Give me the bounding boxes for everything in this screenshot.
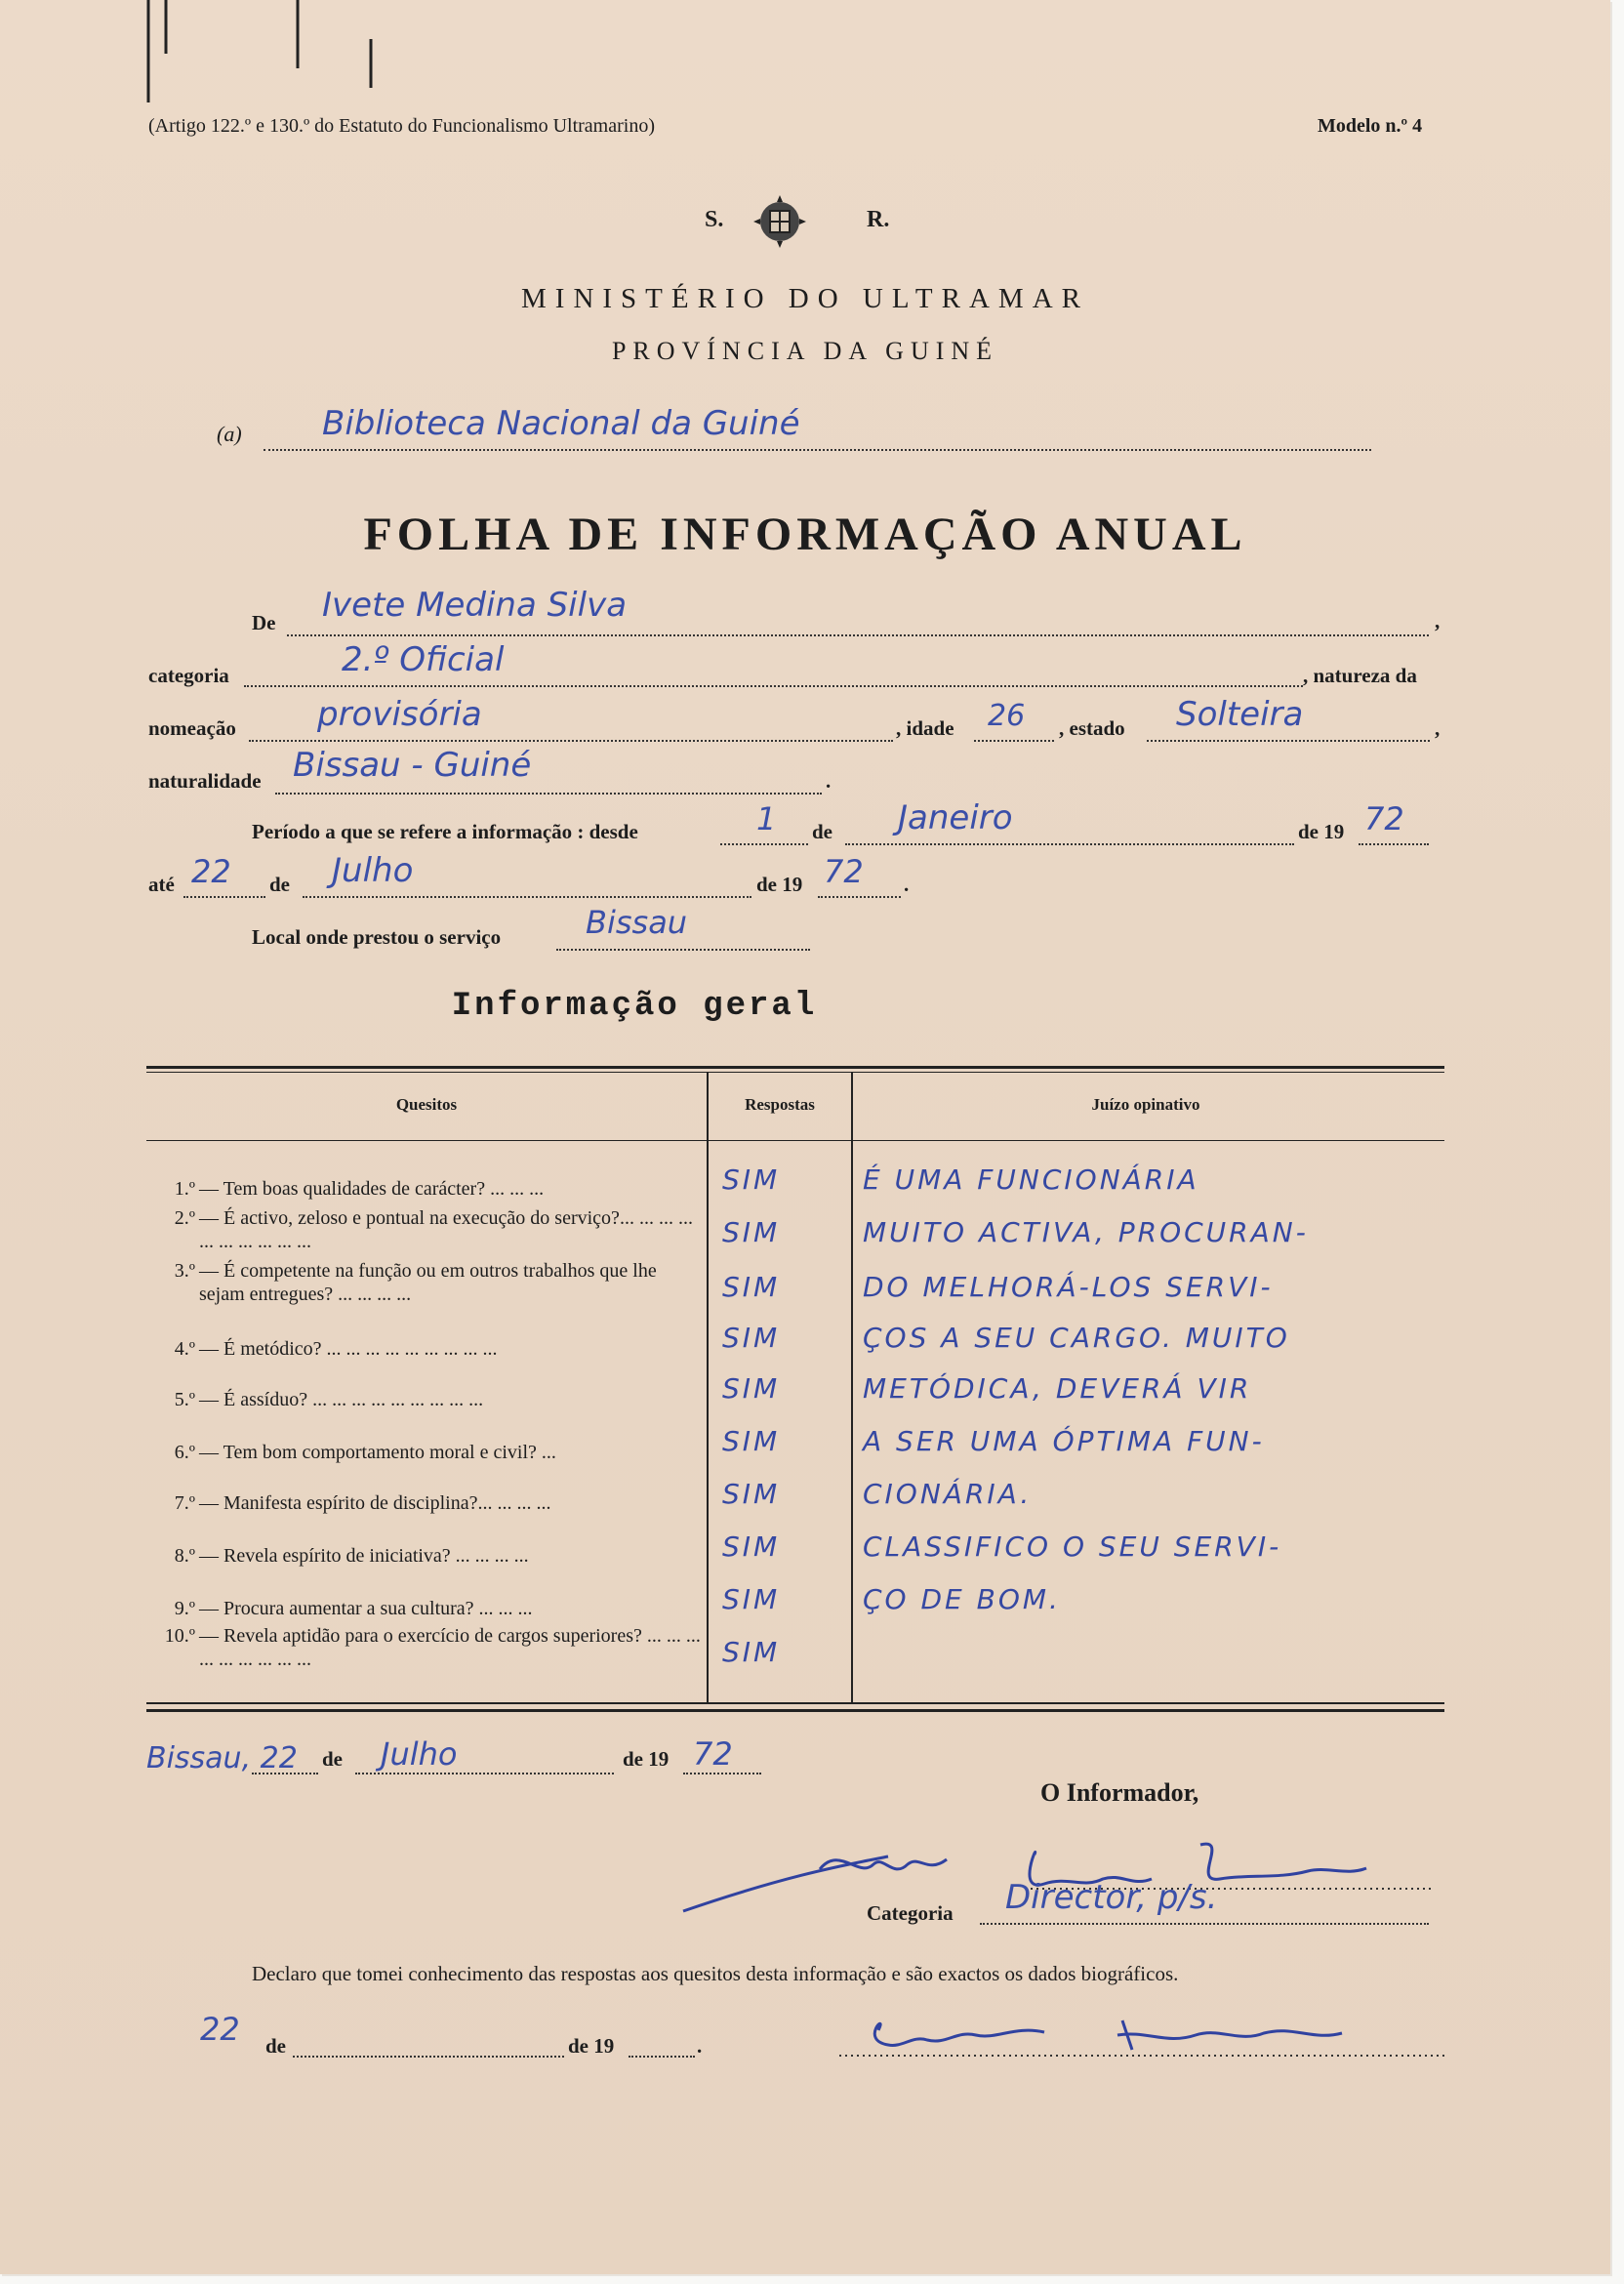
answer: SIM — [722, 1372, 781, 1405]
question-text: — Tem bom comportamento moral e civil? ... — [199, 1442, 556, 1463]
place-date-value: Bissau, 22 — [146, 1741, 298, 1775]
employee-name: Ivete Medina Silva — [322, 586, 628, 625]
naturalidade-label: naturalidade — [148, 769, 262, 793]
ink-marks — [137, 0, 390, 127]
header-respostas: Respostas — [745, 1095, 815, 1114]
section-title: Informação geral — [451, 988, 818, 1025]
estado-label: , estado — [1059, 716, 1125, 740]
idade-label: , idade — [896, 716, 954, 740]
legal-reference: (Artigo 122.º e 130.º do Estatuto do Funcionalismo Ultramarino) — [148, 115, 655, 137]
answer: SIM — [722, 1216, 781, 1248]
de-label: De — [252, 611, 276, 634]
opinion-line: MUITO ACTIVA, PROCURAN- — [863, 1216, 1309, 1248]
opinion-line: ÇO DE BOM. — [863, 1583, 1061, 1615]
month-value: Julho — [381, 1735, 458, 1773]
categoria-footer-value: Director, p/s. — [1005, 1878, 1218, 1917]
categoria-footer-label: Categoria — [867, 1901, 954, 1925]
question-num: 8.º — [174, 1545, 195, 1567]
declaration-day: 22 — [200, 2011, 240, 2048]
footer-de-1: de — [322, 1747, 343, 1771]
categoria-value: 2.º Oficial — [342, 640, 505, 679]
natureza-label: , natureza da — [1303, 664, 1417, 687]
idade-value: 26 — [988, 699, 1026, 733]
sr-right: R. — [867, 207, 890, 232]
period-label: Período a que se refere a informação : desde — [252, 820, 638, 843]
opinion-line: É UMA FUNCIONÁRIA — [863, 1163, 1199, 1196]
de-19-1: de 19 — [1298, 820, 1345, 843]
document-sheet: (Artigo 122.º e 130.º do Estatuto do Funcionalismo Ultramarino) Modelo n.º 4 S. R. MINISTÉRIO DO ULTRAMAR PROVÍNCIA DA GUINÉ (a) Biblioteca Nacional da Guiné FOLHA DE INFORMAÇÃO ANUAL De , Ivete Medina Silva categoria 2.º Oficial , natureza da nomeação provisória , idade 26 , estado Solteira , naturalidade Bissau - Guiné . Período a que se refere a informação : desde 1 de Janeiro de 19 72 até 22 de Julho de 19 72 . Local onde prestou o serviço Bissau Informação geral Quesitos Respostas Juízo opinativo 1.º — Tem boas qualidades de carácter? ... ... ... 2.º — É activo, zeloso e pontual na execução do serviço?... ... ... ... ... ... ... ... ... ... 3.º — É competente na função ou em outros trabalhos que lhe sejam entregues? ... ... ... ... 4.º — É metódico? ... ... ... ... ... ... ... ... ... 5.º — É assíduo? ... ... ... ... ... ... ... ... ... 6.º — Tem bom comportamento moral e civil? ... 7.º — Manifesta espírito de disciplina?... ... ... ... 8.º — Revela espírito de iniciativa? ... ... ... ... 9.º — Procura aumentar a sua cultura? ... ... ... 10.º — Revela aptidão para o exercício de cargos superiores? ... ... ... ... ... ... ... ... ... SIM SIM SIM SIM SIM SIM SIM SIM SIM SIM É UMA FUNCIONÁRIA MUITO ACTIVA, PROCURAN- DO MELHORÁ-LOS SERVI- ÇOS A SEU CARGO. MUITO METÓDICA, DEVERÁ VIR A SER UMA ÓPTIMA FUN- CIONÁRIA. CLASSIFICO O SEU SERVI- ÇO DE BOM. Bissau, 22 de Julho de 19 72 O Informador, Categoria Director, p/s. Declaro que tomei conhecimento das respostas aos quesitos desta informação e são exactos os dados biográficos. 22 de de 19 . — [0, 0, 1610, 2274]
naturalidade-value: Bissau - Guiné — [293, 746, 532, 785]
question-text: — É assíduo? ... ... ... ... ... ... ... ... ... — [199, 1389, 484, 1410]
question-num: 1.º — [174, 1178, 195, 1200]
de-1: de — [812, 820, 832, 843]
question-num: 10.º — [164, 1625, 195, 1647]
question-num: 3.º — [174, 1260, 195, 1282]
date-day-line — [252, 1763, 318, 1774]
ate-day: 22 — [191, 853, 231, 890]
answer: SIM — [722, 1530, 781, 1563]
question-text: — Revela aptidão para o exercício de cargos superiores? ... ... ... ... ... ... ... ... ... — [199, 1625, 701, 1670]
province-title: PROVÍNCIA DA GUINÉ — [611, 337, 999, 365]
question-text: — Manifesta espírito de disciplina?... ... ... ... — [199, 1492, 551, 1514]
ate-month: Julho — [332, 851, 414, 890]
question-num: 4.º — [174, 1338, 195, 1360]
answer: SIM — [722, 1271, 781, 1303]
question-text: — É competente na função ou em outros trabalhos que lhe sejam entregues? ... ... ... ... — [199, 1260, 657, 1305]
answer: SIM — [722, 1478, 781, 1510]
nomeacao-label: nomeação — [148, 716, 236, 740]
estado-value: Solteira — [1176, 695, 1304, 734]
header-juizo: Juízo opinativo — [1091, 1095, 1200, 1114]
question-num: 7.º — [174, 1492, 195, 1514]
declaration-year-line — [629, 2040, 695, 2058]
desde-day: 1 — [756, 800, 777, 837]
model-number: Modelo n.º 4 — [1318, 115, 1423, 137]
answer: SIM — [722, 1425, 781, 1457]
header-quesitos: Quesitos — [395, 1095, 458, 1114]
question-text: — É activo, zeloso e pontual na execução do serviço?... ... ... ... ... ... ... ... ... ... — [199, 1207, 693, 1252]
informador-label: O Informador, — [1040, 1778, 1199, 1807]
a-label: (a) — [217, 422, 242, 446]
coat-of-arms-icon — [750, 191, 810, 252]
desde-year: 72 — [1364, 800, 1404, 837]
opinion-line: METÓDICA, DEVERÁ VIR — [863, 1372, 1252, 1405]
desde-month: Janeiro — [898, 798, 1013, 837]
ministry-title: MINISTÉRIO DO ULTRAMAR — [521, 283, 1089, 314]
declaration-text: Declaro que tomei conhecimento das respostas aos quesitos desta informação e são exactos os dados biográficos. — [252, 1962, 1179, 1985]
institution-value: Biblioteca Nacional da Guiné — [322, 404, 800, 443]
question-num: 2.º — [174, 1207, 195, 1229]
declaration-month-line — [293, 2040, 564, 2058]
local-value: Bissau — [586, 904, 688, 941]
question-num: 5.º — [174, 1389, 195, 1410]
opinion-line: ÇOS A SEU CARGO. MUITO — [863, 1322, 1290, 1354]
opinion-line: CLASSIFICO O SEU SERVI- — [863, 1530, 1282, 1563]
question-text: — Procura aumentar a sua cultura? ... ... ... — [199, 1598, 533, 1619]
sr-left: S. — [705, 207, 724, 232]
answer: SIM — [722, 1163, 781, 1196]
de-2: de — [269, 873, 290, 896]
opinion-line: DO MELHORÁ-LOS SERVI- — [863, 1271, 1274, 1303]
answer: SIM — [722, 1322, 781, 1354]
de-19-2: de 19 — [756, 873, 803, 896]
question-text: — Revela espírito de iniciativa? ... ... ... ... — [199, 1545, 529, 1567]
local-label: Local onde prestou o serviço — [252, 925, 502, 949]
opinion-line: A SER UMA ÓPTIMA FUN- — [863, 1425, 1265, 1457]
year-value: 72 — [693, 1735, 733, 1773]
question-num: 9.º — [174, 1598, 195, 1619]
footer-de-2: de — [265, 2034, 286, 2058]
question-num: 6.º — [174, 1442, 195, 1463]
ate-label: até — [148, 873, 175, 896]
answer: SIM — [722, 1583, 781, 1615]
employee-signature — [839, 2001, 1444, 2069]
answer: SIM — [722, 1636, 781, 1668]
question-text: — É metódico? ... ... ... ... ... ... ... ... ... — [199, 1338, 498, 1360]
opinion-line: CIONÁRIA. — [863, 1478, 1033, 1510]
ate-year: 72 — [824, 853, 864, 890]
categoria-label: categoria — [148, 664, 229, 687]
nomeacao-value: provisória — [317, 695, 482, 734]
form-title: FOLHA DE INFORMAÇÃO ANUAL — [363, 509, 1247, 560]
question-text: — Tem boas qualidades de carácter? ... ... ... — [199, 1178, 545, 1200]
footer-de-19: de 19 — [623, 1747, 670, 1771]
footer-de-19-b: de 19 — [568, 2034, 615, 2058]
